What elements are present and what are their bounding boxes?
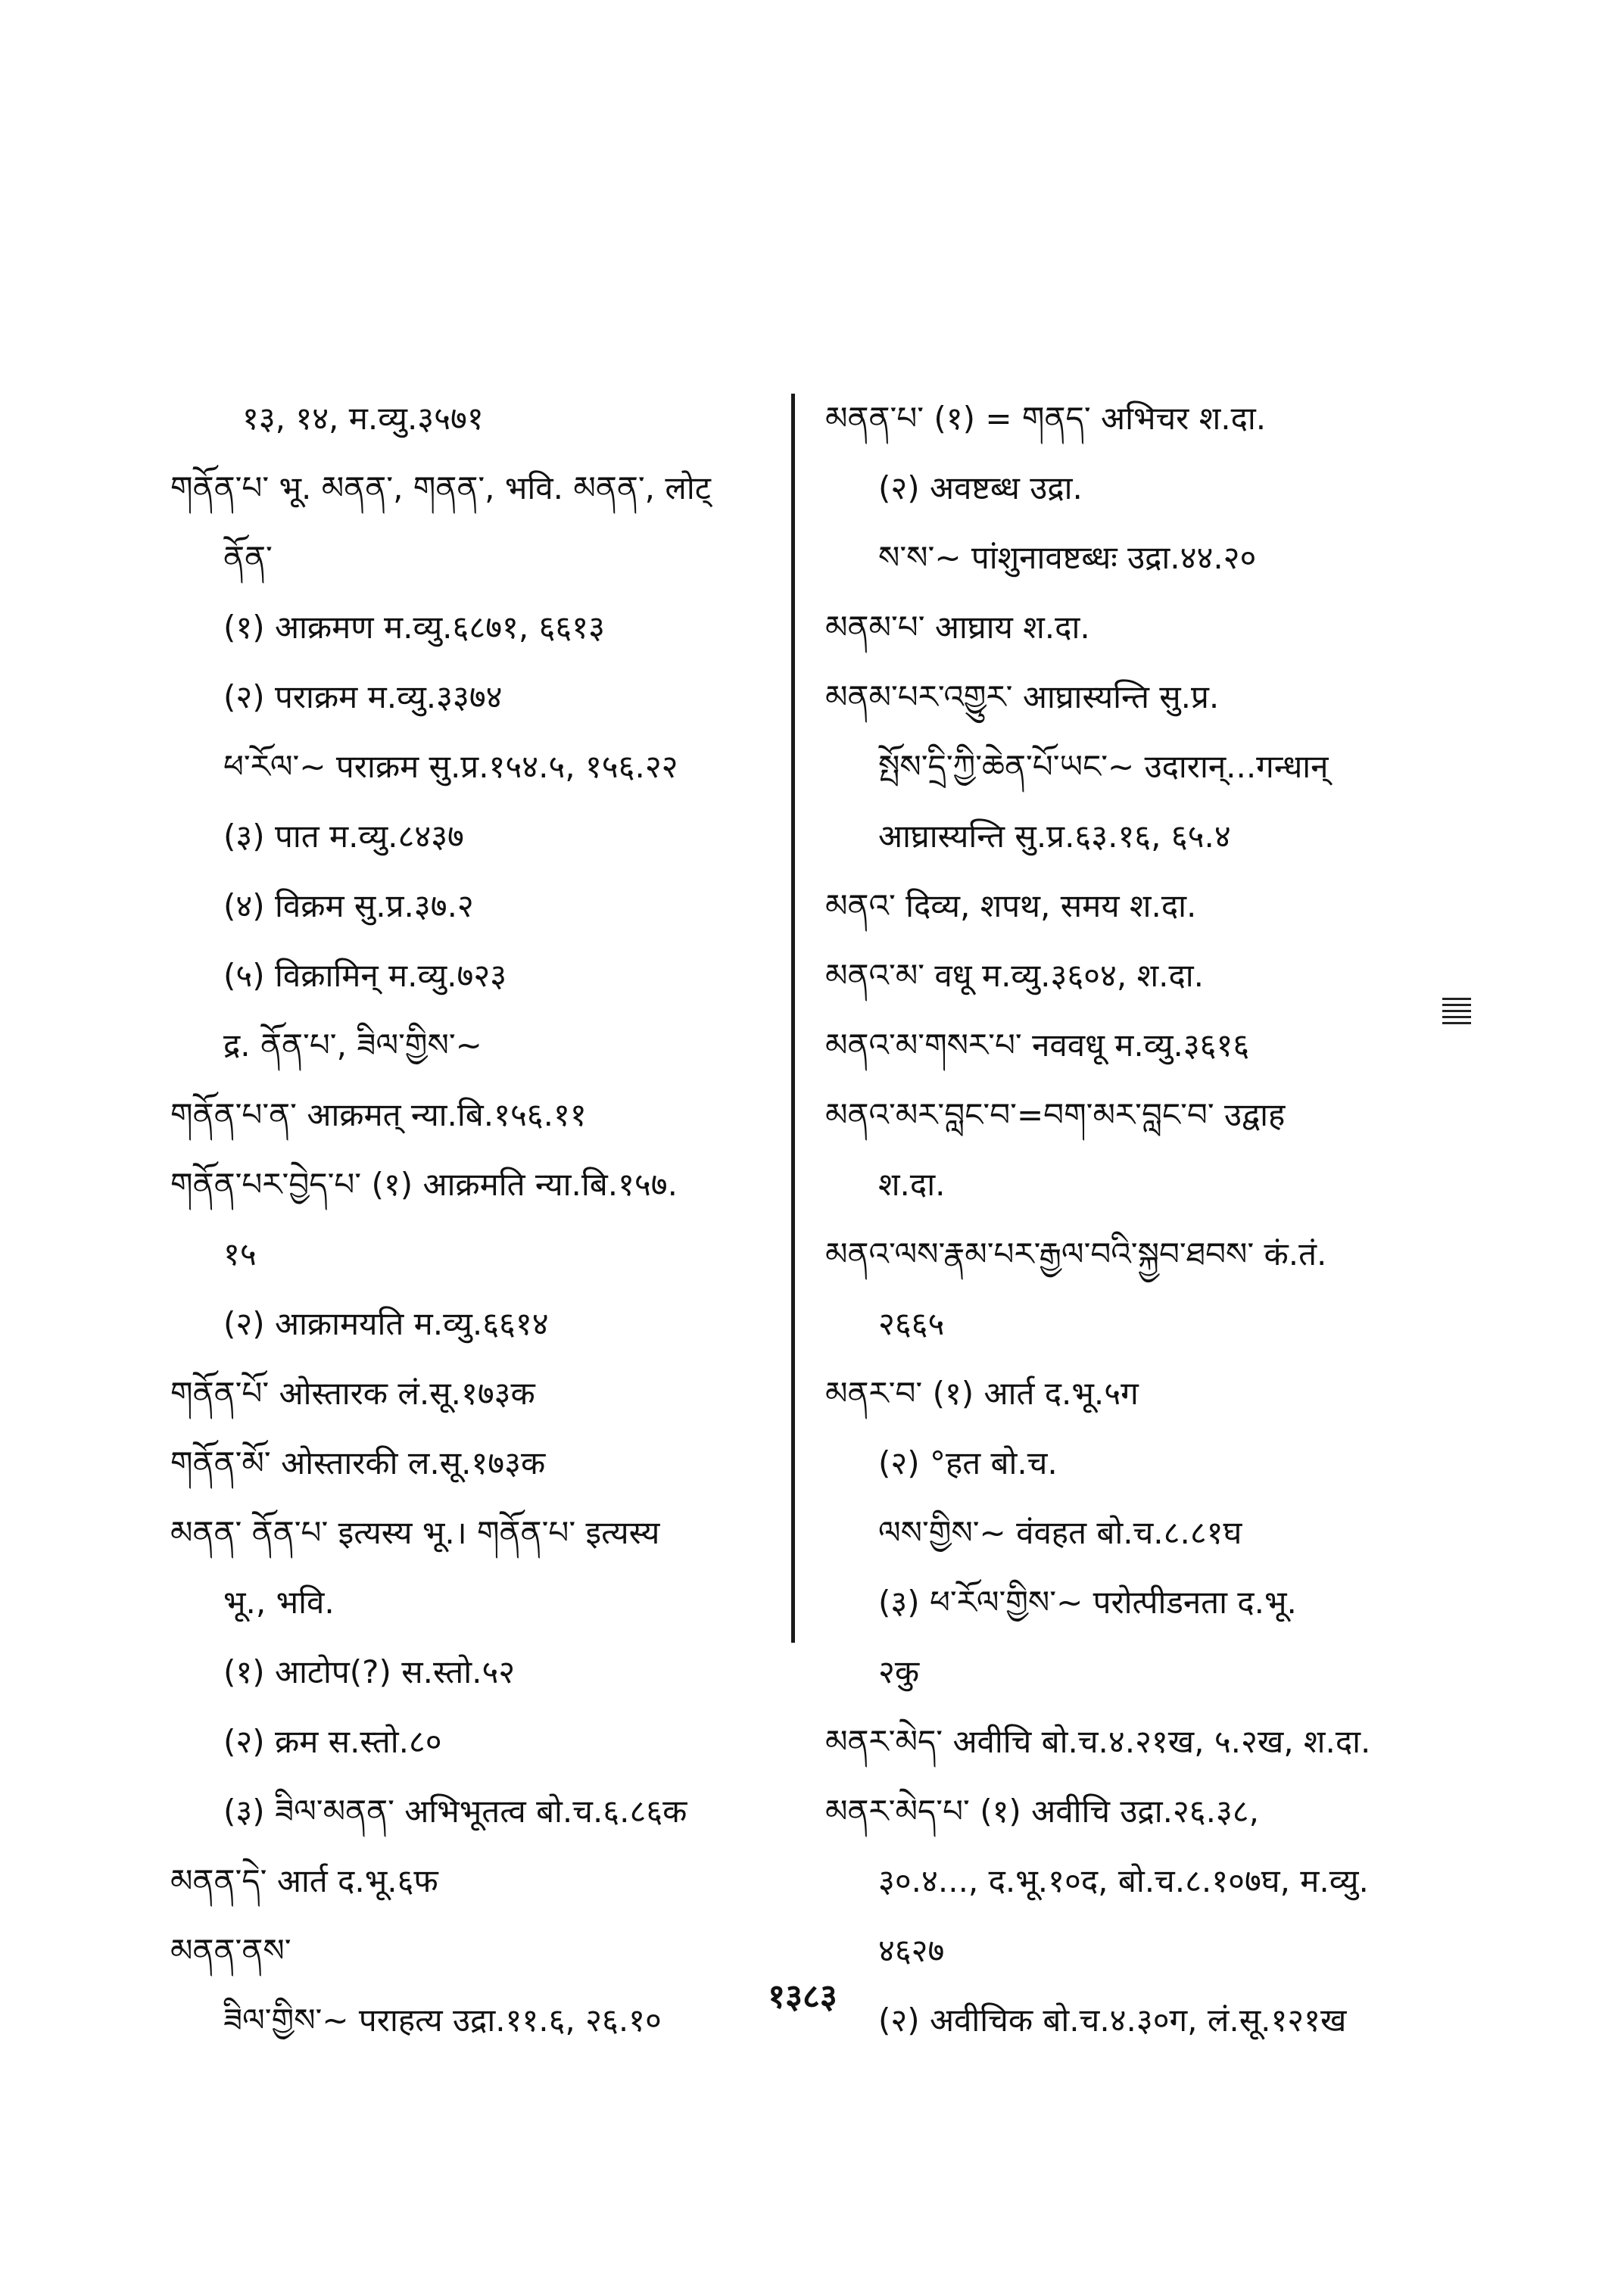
entry-line: མནའ་མར་བླང་བ་=བག་མར་བླང་བ་ उद्वाह bbox=[825, 1096, 1286, 1133]
entry-line: (२) अवष्टब्ध उद्रा. bbox=[878, 469, 1083, 506]
entry-line: གནོན་པོ་ ओस्तारक लं.सू.१७३क bbox=[170, 1375, 535, 1412]
entry-line: द्र. ནོན་པ་, ཟིལ་གྱིས་~ bbox=[223, 1027, 482, 1064]
entry-line: མནའ་ दिव्य, शपथ, समय श.दा. bbox=[825, 887, 1197, 924]
left-column bbox=[170, 401, 787, 2073]
entry-line: २कु bbox=[878, 1653, 920, 1690]
entry-line: (२) °हत बो.च. bbox=[878, 1444, 1058, 1481]
entry-line: མནན་པ་ (१) = གནད་ अभिचर श.दा. bbox=[825, 400, 1267, 437]
entry-line: (३) ཟིལ་མནན་ अभिभूतत्व बो.च.६.८६क bbox=[223, 1793, 687, 1830]
entry-line: श.दा. bbox=[878, 1166, 946, 1203]
margin-mark-icon bbox=[1442, 998, 1471, 1036]
entry-line: གནོན་པར་བྱེད་པ་ (१) आक्रमति न्या.बि.१५७. bbox=[170, 1166, 678, 1203]
entry-line: भू., भवि. bbox=[223, 1584, 335, 1621]
entry-line: གནོན་མོ་ ओस्तारकी ल.सू.१७३क bbox=[170, 1444, 546, 1481]
entry-line: ནོན་ bbox=[223, 539, 273, 576]
entry-line: १५ bbox=[223, 1235, 257, 1273]
entry-line: २६६५ bbox=[878, 1305, 945, 1342]
entry-line: (३) ཕ་རོལ་གྱིས་~ परोत्पीडनता द.भू. bbox=[878, 1584, 1297, 1621]
entry-line: ཟིལ་གྱིས་~ पराहत्य उद्रा.११.६, २६.१० bbox=[223, 2002, 662, 2039]
entry-line: (३) पात म.व्यु.८४३७ bbox=[223, 818, 464, 855]
entry-line: མནའ་མ་གསར་པ་ नववधू म.व्यु.३६१६ bbox=[825, 1027, 1250, 1064]
entry-line: མནར་མེད་པ་ (१) अवीचि उद्रा.२६.३८, bbox=[825, 1793, 1259, 1830]
entry-line: མནན་ནས་ bbox=[170, 1932, 291, 1969]
entry-line: མནའ་ལས་རྣམ་པར་རྒྱལ་བའི་སྐྱབ་ཐབས་ कं.तं. bbox=[825, 1235, 1327, 1273]
entry-line: आघ्रास्यन्ति सु.प्र.६३.१६, ६५.४ bbox=[878, 818, 1231, 855]
entry-line: १३, १४, म.व्यु.३५७१ bbox=[242, 400, 484, 437]
entry-line: ལས་གྱིས་~ वंवहत बो.च.८.८१घ bbox=[878, 1514, 1242, 1551]
entry-line: (२) क्रम स.स्तो.८० bbox=[223, 1723, 442, 1760]
entry-line: མནན་དེ་ आर्त द.भू.६फ bbox=[170, 1862, 438, 1899]
page-number: १३८३ bbox=[768, 1977, 837, 2016]
entry-line: མནན་ ནོན་པ་ इत्यस्य भू.। གནོན་པ་ इत्यस्य bbox=[170, 1514, 660, 1551]
entry-line: ३०.४..., द.भू.१०द, बो.च.८.१०७घ, म.व्यु. bbox=[878, 1862, 1369, 1899]
entry-line: མནམ་པ་ आघ्राय श.दा. bbox=[825, 609, 1090, 646]
entry-line: སྤོས་དྲི་ཀྱི་ཆེན་པོ་ཡང་~ उदारान्...गन्धान् bbox=[878, 748, 1329, 785]
entry-line: མནའ་མ་ वधू म.व्यु.३६०४, श.दा. bbox=[825, 957, 1205, 994]
entry-line: (२) पराक्रम म.व्यु.३३७४ bbox=[223, 678, 503, 715]
right-column bbox=[825, 401, 1431, 2073]
entry-line: (१) आक्रमण म.व्यु.६८७१, ६६१३ bbox=[223, 609, 605, 646]
entry-line: ས་ས་~ पांशुनावष्टब्धः उद्रा.४४.२० bbox=[878, 539, 1257, 576]
entry-line: མནར་བ་ (१) आर्त द.भू.५ग bbox=[825, 1375, 1139, 1412]
entry-line: གནོན་པ་ན་ आक्रमत् न्या.बि.१५६.११ bbox=[170, 1096, 587, 1133]
entry-line: (४) विक्रम सु.प्र.३७.२ bbox=[223, 887, 474, 924]
entry-line: ४६२७ bbox=[878, 1932, 945, 1969]
entry-line: མནམ་པར་འགྱུར་ आघ्रास्यन्ति सु.प्र. bbox=[825, 678, 1220, 715]
column-divider bbox=[791, 394, 795, 1643]
entry-line: (१) आटोप(?) स.स्तो.५२ bbox=[223, 1653, 516, 1690]
entry-line: (२) आक्रामयति म.व्यु.६६१४ bbox=[223, 1305, 549, 1342]
entry-line: ཕ་རོལ་~ पराक्रम सु.प्र.१५४.५, १५६.२२ bbox=[223, 748, 678, 785]
entry-line: མནར་མེད་ अवीचि बो.च.४.२१ख, ५.२ख, श.दा. bbox=[825, 1723, 1371, 1760]
entry-line: གནོན་པ་ भू. མནན་, གནན་, भवि. མནན་, लोट् bbox=[170, 469, 711, 506]
entry-line: (२) अवीचिक बो.च.४.३०ग, लं.सू.१२१ख bbox=[878, 2002, 1347, 2039]
entry-line: (५) विक्रामिन् म.व्यु.७२३ bbox=[223, 957, 507, 994]
